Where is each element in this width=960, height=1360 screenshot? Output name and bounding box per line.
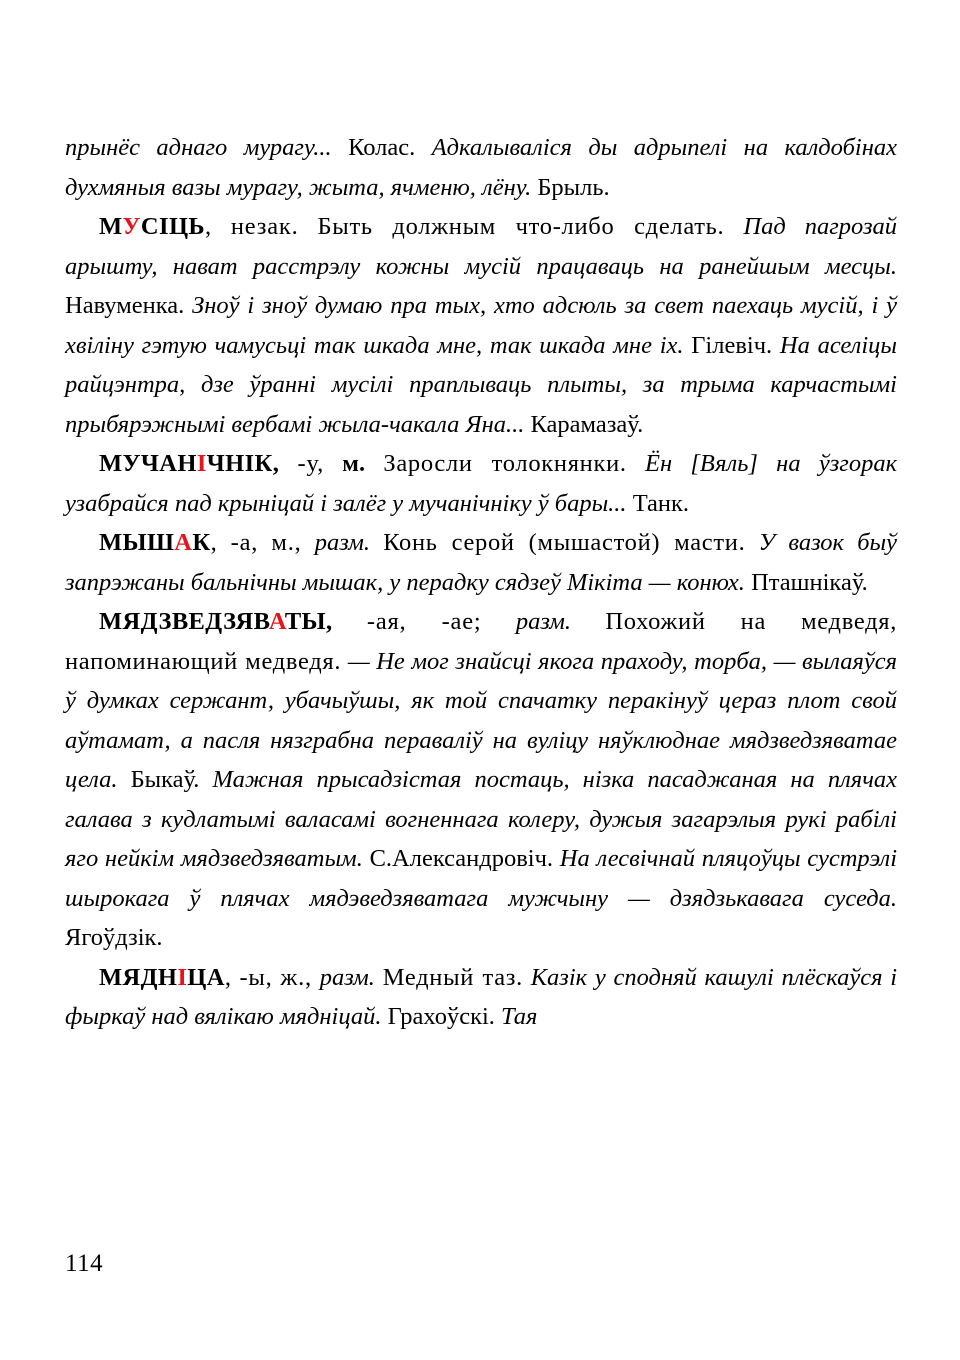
gender-label: ж.,	[280, 963, 312, 991]
inflection-label: -ы,	[239, 963, 273, 991]
grammar-label: незак.	[230, 213, 299, 240]
citation-source: Колас.	[348, 134, 416, 161]
page-text-column	[65, 128, 897, 1037]
stressed-vowel: І	[196, 450, 207, 477]
headword-part: ЦА	[187, 963, 225, 991]
citation-text: На аселіцы райцэнтра, дзе ўранні мусілі праплываць плыты, за трыма карчастымі прыбярэжнымі вербамі жыла-чакала Яна...	[65, 331, 898, 438]
headword-part: ЧНІК,	[206, 450, 280, 477]
citation-text-partial: Тая	[501, 1003, 538, 1030]
page-number: 114	[65, 1250, 104, 1277]
gloss-text: Заросли толокнянки.	[383, 450, 627, 477]
citation-text: У вазок быў запрэжаны бальнічны мышак, у перадку сядзеў Мікіта — конюх.	[65, 529, 898, 596]
style-label: разм.	[515, 608, 572, 635]
dictionary-entry	[65, 602, 897, 958]
dictionary-entry	[65, 444, 897, 523]
citation-text: Казік у сподняй кашулі плёскаўся і фыркаў над вялікаю мядніцай.	[65, 963, 898, 1030]
citation-source: Танк.	[632, 489, 690, 517]
style-label: разм.	[319, 963, 375, 991]
headword-punct: ,	[224, 963, 232, 991]
stressed-vowel: І	[177, 963, 188, 991]
headword-part: МЯДН	[99, 963, 178, 991]
inflection-label: -ая, -ае;	[366, 608, 482, 635]
citation-source: Брыль.	[537, 173, 610, 201]
citation-source: Быкаў.	[130, 766, 200, 793]
citation-source: Ягоўдзік.	[65, 924, 163, 951]
citation-text: Пад пагрозай арышту, нават расстрэлу кожны мусій працаваць на ранейшым месцы.	[65, 213, 898, 280]
stressed-vowel: У	[122, 213, 141, 240]
headword-part: МЯДЗВЕДЗЯВ	[99, 608, 269, 635]
citation-text: прынёс аднаго мурагу...	[65, 134, 332, 161]
citation-text: На лесвічнай пляцоўцы сустрэлі шырокага ў плячах мядэведзяватага мужчыну — дзядзькавага суседа.	[65, 845, 898, 912]
headword	[99, 608, 333, 635]
citation-source: Гілевіч.	[691, 331, 773, 359]
dictionary-entry	[65, 958, 897, 1037]
citation-source: Пташнікаў.	[751, 568, 868, 596]
gloss-text: Похожий на медведя, напоминающий медведя.	[65, 608, 898, 675]
stressed-vowel: А	[268, 608, 285, 635]
citation-text: Ён [Вяль] на ўзгорак узабрайся пад крыніцай і залёг у мучанічніку ў бары...	[65, 450, 898, 517]
gloss-text: Конь серой (мышастой) масти.	[383, 529, 746, 556]
headword-punct: ,	[210, 529, 218, 556]
headword-part: СІЦЬ	[140, 213, 206, 240]
headword-part: МУЧАН	[99, 450, 197, 477]
citation-text: Адкалываліся ды адрыпелі на калдобінах духмяныя вазы мурагу, жыта, ячменю, лёну.	[65, 134, 898, 201]
gloss-text: Медный таз.	[382, 963, 523, 991]
citation-source: Навуменка.	[65, 292, 185, 319]
headword-part: МЫШ	[99, 529, 175, 556]
headword	[99, 529, 211, 556]
gender-label: м.	[342, 450, 366, 477]
citation-text: Мажная прысадзістая постаць, нізка пасаджаная на плячах галава з кудлатымі валасамі вогненнага колеру, дужыя загарэлыя рукі рабілі яго нейкім мядзведзяватым.	[65, 766, 898, 872]
headword	[99, 450, 279, 477]
citation-source: Карамазаў.	[530, 410, 644, 438]
gender-label: м.,	[271, 529, 302, 556]
citation-text: Зноў і зноў думаю пра тых, хто адсюль за свет паехаць мусій, і ў хвіліну гэтую чамусьці так шкада мне, так шкада мне іх.	[65, 292, 898, 359]
headword-part: М	[99, 213, 123, 240]
continued-entry-paragraph	[65, 128, 897, 207]
inflection-label: -а,	[230, 529, 259, 556]
gloss-text: Быть должным что-либо сделать.	[317, 213, 725, 240]
headword	[99, 964, 225, 991]
style-label: разм.	[314, 529, 370, 556]
citation-source: С.Александровіч.	[369, 845, 554, 872]
citation-source: Грахоўскі.	[387, 1003, 495, 1030]
headword-punct: ,	[205, 213, 212, 240]
dictionary-entry	[65, 523, 897, 602]
citation-text: — Не мог знайсці якога праходу, торба, — вылаяўся ў думках сержант, убачыўшы, як той спачатку перакінуў цераз плот свой аўтамат, а пасля нязграбна пераваліў на вуліцу няўклюднае мядзведзяватае цела.	[65, 647, 898, 793]
dictionary-entry	[65, 207, 897, 444]
stressed-vowel: А	[174, 529, 193, 556]
headword	[99, 213, 205, 240]
headword-part: ТЫ,	[284, 608, 333, 635]
inflection-label: -у,	[297, 450, 324, 477]
headword-part: К	[192, 529, 211, 556]
